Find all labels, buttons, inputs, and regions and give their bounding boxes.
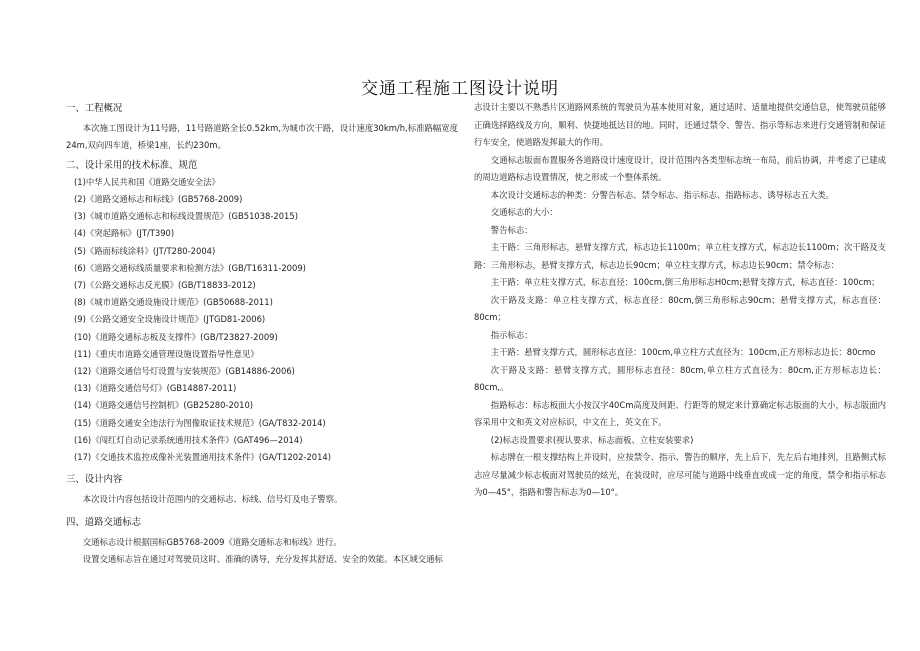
standard-item: (16)《闯红灯自动记录系统通用技术条件》(GAT496—2014) <box>74 434 303 445</box>
traffic-sign-basis-text: 交通标志设计根据国标GB5768-2009《道路交通标志和标线》进行。 <box>82 536 342 547</box>
standard-item: (6)《道路交通标线质量要求和检测方法》(GB/T16311-2009) <box>74 262 306 273</box>
section-1-heading: 一、工程概况 <box>66 103 123 114</box>
standard-item: (2)《道路交通标志和标线》(GB5768-2009) <box>74 194 243 205</box>
standard-item: (12)《道路交通信号灯设置与安装规范》(GB14886-2006) <box>74 366 295 377</box>
standard-item: (15)《道路交通安全违法行为图像取证技术规范》(GA/T832-2014) <box>74 417 326 428</box>
prohibition-secondary-road-text: 次干路及支路：单立柱支撑方式，标志直径：80cm,倒三角形标志90cm；悬臂支撑方式，标志直径：80cm； <box>474 294 886 322</box>
indication-sign-label: 指示标志： <box>490 329 533 340</box>
sign-setting-requirements-heading: (2)标志设置要求(视认要求、标志面板、立柱安装要求) <box>490 434 694 445</box>
standard-item: (9)《公路交通安全设施设计规范》(JTGD81-2006) <box>74 314 266 325</box>
sign-types-text: 本次设计交通标志的种类：分警告标志、禁令标志、指示标志、指路标志、诱导标志五大类。 <box>490 189 835 200</box>
sign-arrangement-text: 标志牌在一根支撑结构上并设时，应按禁令、指示、警告的顺序，先上后下，先左后右地排列，且路侧式标志应尽量减少标志板面对驾驶员的炫光，在装设时，应尽可能与道路中线垂直或成一定的角度，禁令和指示标志为0—45°，指路和警告标志为0—10°。 <box>474 452 886 497</box>
left-column <box>66 98 458 568</box>
standard-item: (1)中华人民共和国《道路交通安全法》 <box>74 176 220 187</box>
warning-sign-label: 警告标志： <box>490 224 533 235</box>
section-3-heading: 三、设计内容 <box>66 474 123 486</box>
section-2-heading: 二、设计采用的技术标准、规范 <box>66 159 198 171</box>
standard-item: (17)《交通技术监控成像补光装置通用技术条件》(GA/T1202-2014) <box>74 452 332 463</box>
standard-item: (5)《路面标线涂料》(JT/T280-2004) <box>74 245 216 256</box>
guide-sign-text: 指路标志：标志板面大小按汉字40Cm高度及间距、行距等的规定来计算确定标志版面的大小，标志版面内容采用中文和英文对应标识，中文在上，英文在下。 <box>474 399 886 427</box>
right-column <box>474 99 886 502</box>
design-content-text: 本次设计内容包括设计范围内的交通标志、标线、信号灯及电子警察。 <box>82 494 343 505</box>
indication-main-road-text: 主干路：悬臂支撑方式，圆形标志直径：100cm,单立柱方式直径为：100cm,正方形标志边长：80cmo <box>490 347 876 357</box>
section-4-heading: 四、道路交通标志 <box>66 516 142 528</box>
standard-item: (14)《道路交通信号控制机》(GB25280-2010) <box>74 400 254 411</box>
standard-item: (4)《突起路标》(JT/T390) <box>74 228 175 239</box>
standard-item: (10)《道路交通标志板及支撑件》(GB/T23827-2009) <box>74 331 278 342</box>
document-title: 交通工程施工图设计说明 <box>361 79 559 99</box>
warning-sign-sizes-text: 主干路：三角形标志，悬臂支撑方式，标志边长1100m；单立柱支撑方式，标志边长1100m；次干路及支路：三角形标志，悬臂支撑方式，标志边长90cm；单立柱支撑方式，标志边长90cm；禁令标志： <box>474 242 886 270</box>
standard-item: (11)《重庆市道路交通管理设施设置指导性意见》 <box>74 348 259 359</box>
traffic-sign-purpose-text: 设置交通标志旨在通过对驾驶员这时、准确的诱导，充分发挥其舒适、安全的效能。本区域交通标 <box>82 554 443 565</box>
standard-item: (8)《城市道路交通设施设计规范》(GB50688-2011) <box>74 297 273 308</box>
prohibition-main-road-text: 主干路：单立柱支撑方式，标志直径：100cm,倒三角形标志H0cm;悬臂支撑方式，标志直径：100cm； <box>490 277 880 287</box>
sign-size-label: 交通标志的大小： <box>490 207 558 217</box>
indication-secondary-road-text: 次干路及支路：悬臂支撑方式，圆形标志直径：80cm,单立柱方式直径为：80cm,正方形标志边长：80cm,。 <box>474 364 886 392</box>
standard-item: (3)《城市道路交通标志和标线设置规范》(GB51038-2015) <box>74 211 298 222</box>
sign-design-object-text: 志设计主要以不熟悉片区道路网系统的驾驶员为基本使用对象，通过适时、适量地提供交通信息，使驾驶员能够正确选择路线及方向，顺利、快捷地抵达目的地。同时，还通过禁令、警告、指示等标志来进行交通管制和保证行车安全，使道路发挥最大的作用。 <box>474 102 886 147</box>
standard-item: (7)《公路交通标志反光膜》(GB/T18833-2012) <box>74 280 256 291</box>
project-overview-text: 本次施工图设计为11号路，11号路道路全长0.52km,为城市次干路，设计速度30km/h,标准路幅宽度24m,双向四车道，桥梁1座，长约230m。 <box>66 123 458 151</box>
standards-list <box>66 174 458 466</box>
sign-layout-text: 交通标志版面布置服务各道路设计速度设计，设计范围内各类型标志统一布局，前后协调，并考虑了已建成的周边道路标志设置情况，使之形成一个整体系统。 <box>474 154 886 182</box>
standard-item: (13)《道路交通信号灯》(GB14887-2011) <box>74 383 237 394</box>
